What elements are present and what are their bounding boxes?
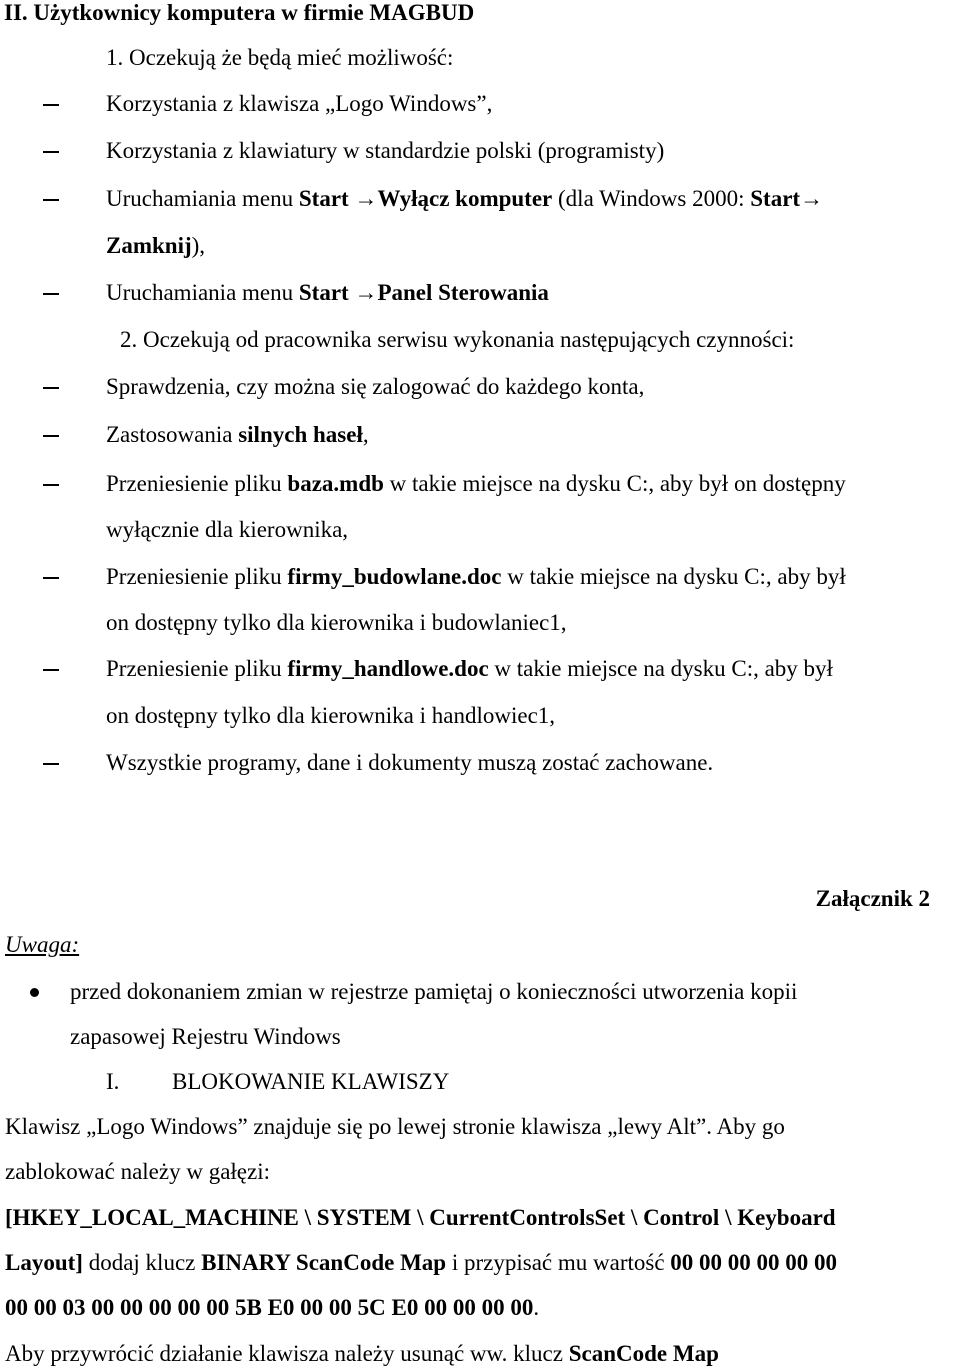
list-item: Sprawdzenia, czy można się zalogować do każdego konta,: [106, 374, 645, 399]
expectation2-heading: 2. Oczekują od pracownika serwisu wykonania następujących czynności:: [120, 327, 795, 352]
list-item: Uruchamiania menu Start →Wyłącz komputer (dla Windows 2000: Start→: [106, 186, 824, 211]
note-label: Uwaga:: [5, 932, 80, 957]
section-title: II. Użytkownicy komputera w firmie MAGBUD: [4, 0, 475, 25]
registry-path: [HKEY_LOCAL_MACHINE \ SYSTEM \ CurrentControlsSet \ Control \ Keyboard: [5, 1205, 836, 1230]
list-dash: [43, 669, 59, 671]
list-dash: [43, 151, 59, 153]
list-item-continuation: on dostępny tylko dla kierownika i budowlaniec1,: [106, 610, 567, 635]
list-item: Korzystania z klawiatury w standardzie polski (programisty): [106, 138, 665, 163]
list-dash: [43, 577, 59, 579]
list-item-continuation: on dostępny tylko dla kierownika i handlowiec1,: [106, 703, 556, 728]
list-item: Przeniesienie pliku baza.mdb w takie miejsce na dysku C:, aby był on dostępny: [106, 471, 846, 496]
list-dash: [43, 387, 59, 389]
list-item-continuation: wyłącznie dla kierownika,: [106, 517, 349, 542]
bullet-icon: [30, 988, 39, 997]
list-item: Uruchamiania menu Start →Panel Sterowania: [106, 280, 549, 305]
body-paragraph-line: Klawisz „Logo Windows” znajduje się po lewej stronie klawisza „lewy Alt”. Aby go: [5, 1114, 785, 1139]
body-paragraph-line: 00 00 03 00 00 00 00 00 5B E0 00 00 5C E0 00 00 00 00.: [5, 1295, 540, 1320]
list-item: Zastosowania silnych haseł,: [106, 422, 369, 447]
note-line: przed dokonaniem zmian w rejestrze pamiętaj o konieczności utworzenia kopii: [70, 979, 798, 1004]
section1-number: I.: [106, 1069, 120, 1094]
list-dash: [43, 484, 59, 486]
list-item: Wszystkie programy, dane i dokumenty muszą zostać zachowane.: [106, 750, 714, 775]
list-item: Przeniesienie pliku firmy_budowlane.doc w takie miejsce na dysku C:, aby był: [106, 564, 846, 589]
body-paragraph-line: Layout] dodaj klucz BINARY ScanCode Map i przypisać mu wartość 00 00 00 00 00 00: [5, 1250, 838, 1275]
attachment-label: Załącznik 2: [815, 886, 930, 911]
list-dash: [43, 199, 59, 201]
list-item: Korzystania z klawisza „Logo Windows”,: [106, 91, 493, 116]
expectation1-heading: 1. Oczekują że będą mieć możliwość:: [106, 45, 454, 70]
note-line-continuation: zapasowej Rejestru Windows: [70, 1024, 341, 1049]
list-dash: [43, 763, 59, 765]
list-dash: [43, 435, 59, 437]
list-dash: [43, 104, 59, 106]
body-paragraph-line: Aby przywrócić działanie klawisza należy usunąć ww. klucz ScanCode Map: [5, 1341, 719, 1366]
list-item-continuation: Zamknij),: [106, 233, 206, 258]
list-item: Przeniesienie pliku firmy_handlowe.doc w takie miejsce na dysku C:, aby był: [106, 656, 833, 681]
body-paragraph-line: zablokować należy w gałęzi:: [5, 1159, 271, 1184]
section1-title: BLOKOWANIE KLAWISZY: [172, 1069, 450, 1094]
list-dash: [43, 293, 59, 295]
